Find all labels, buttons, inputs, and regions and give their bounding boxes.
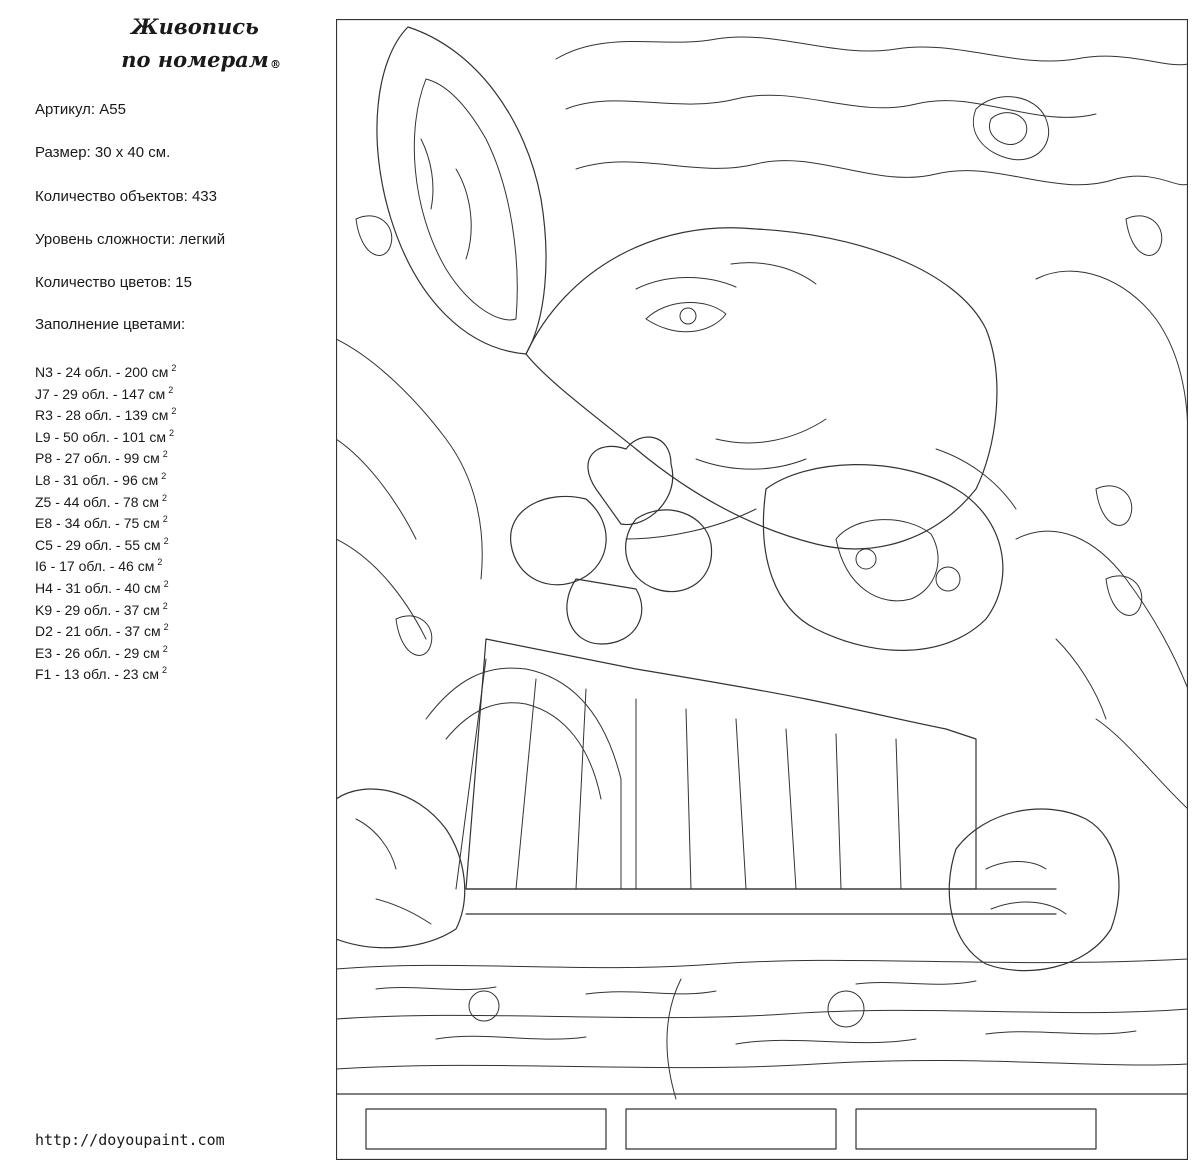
superscript: 2 xyxy=(171,363,177,373)
background-left-foliage xyxy=(336,339,482,639)
list-item xyxy=(35,380,176,402)
fill-item-text: Z5 - 44 обл. - 78 см xyxy=(35,493,160,510)
background-ring xyxy=(973,97,1048,160)
fill-title: Заполнение цветами: xyxy=(35,316,186,333)
fill-item-text: I6 - 17 обл. - 46 см xyxy=(35,558,155,575)
fill-item-text: H4 - 31 обл. - 40 см xyxy=(35,579,161,596)
difficulty-level: Уровень сложности: легкий xyxy=(35,230,226,248)
table-boards xyxy=(336,959,1188,1069)
list-item xyxy=(35,617,176,639)
dog-ear-detail xyxy=(421,139,471,259)
dog-paw-left xyxy=(336,789,465,948)
line-art-illustration xyxy=(336,19,1188,1160)
list-item xyxy=(35,466,176,488)
clover-leaf-left xyxy=(511,496,607,584)
background-right-foliage xyxy=(1016,271,1188,809)
list-item xyxy=(35,639,176,661)
fill-item-text: E8 - 34 обл. - 75 см xyxy=(35,515,160,532)
canvas-border xyxy=(337,20,1188,1160)
superscript: 2 xyxy=(171,406,177,417)
superscript: 2 xyxy=(168,384,174,395)
superscript: 2 xyxy=(162,449,168,460)
list-item xyxy=(35,552,176,574)
brand-line-1: Живопись xyxy=(131,14,259,39)
dog-brow xyxy=(636,263,816,289)
superscript: 2 xyxy=(169,427,175,438)
dog-paw-right-toes xyxy=(986,862,1066,915)
list-item xyxy=(35,358,176,380)
article-number: Артикул: A55 xyxy=(35,101,126,118)
product-info xyxy=(35,98,225,314)
dog-chest-fur xyxy=(456,659,901,889)
superscript: 2 xyxy=(162,514,168,525)
superscript: 2 xyxy=(162,665,168,676)
bottom-rail xyxy=(336,1094,1188,1149)
superscript: 2 xyxy=(162,492,168,503)
objects-count: Количество объектов: 433 xyxy=(35,187,217,205)
list-item xyxy=(35,660,176,682)
superscript: 2 xyxy=(162,643,168,654)
fill-item-text: L8 - 31 обл. - 96 см xyxy=(35,471,159,488)
fill-item-text: R3 - 28 обл. - 139 см xyxy=(35,407,169,424)
dog-nostril-right xyxy=(936,567,960,591)
canvas-size: Размер: 30 х 40 см. xyxy=(35,144,171,162)
dog-head-outline xyxy=(526,228,997,549)
fill-item-text: L9 - 50 обл. - 101 см xyxy=(35,428,167,445)
background-swirl-top xyxy=(556,37,1188,65)
list-item xyxy=(35,509,176,531)
dog-paw-right xyxy=(949,809,1119,971)
dog-ear-outline xyxy=(377,27,546,354)
superscript: 2 xyxy=(162,600,168,611)
fill-item-text: F1 - 13 обл. - 23 см xyxy=(35,666,160,683)
fill-item-text: D2 - 21 обл. - 37 см xyxy=(35,623,161,640)
brand-line-2: по номерам xyxy=(121,47,269,72)
table-knot-right xyxy=(828,991,864,1027)
superscript: 2 xyxy=(163,578,169,589)
website-link[interactable]: http://doyoupaint.com xyxy=(35,1131,225,1149)
superscript: 2 xyxy=(157,557,163,568)
dog-chest-arch xyxy=(426,668,621,889)
list-item xyxy=(35,401,176,423)
superscript: 2 xyxy=(163,622,169,633)
dog-eye xyxy=(646,303,726,332)
fill-item-text: K9 - 29 обл. - 37 см xyxy=(35,601,160,618)
list-item xyxy=(35,574,176,596)
table-top-edge xyxy=(466,889,1056,914)
superscript: 2 xyxy=(161,470,167,481)
coloring-canvas xyxy=(336,19,1188,1160)
brand-logo xyxy=(95,10,295,76)
registered-mark: ® xyxy=(270,58,281,71)
list-item xyxy=(35,423,176,445)
color-fill-list xyxy=(35,358,176,682)
clover-leaf-top xyxy=(588,437,673,525)
table-board-joint xyxy=(667,979,681,1099)
fill-item-text: P8 - 27 обл. - 99 см xyxy=(35,450,160,467)
clover-leaf-bottom xyxy=(567,579,642,644)
list-item xyxy=(35,444,176,466)
list-item xyxy=(35,531,176,553)
dog-paw-left-toes xyxy=(356,819,431,924)
dog-pupil xyxy=(680,308,696,324)
background-swirl-3 xyxy=(576,161,1188,185)
table-knot-left xyxy=(469,991,499,1021)
fill-item-text: C5 - 29 обл. - 55 см xyxy=(35,536,161,553)
colors-count: Количество цветов: 15 xyxy=(35,274,192,292)
list-item xyxy=(35,596,176,618)
dog-nose xyxy=(836,520,938,601)
fill-item-text: J7 - 29 обл. - 147 см xyxy=(35,385,166,402)
superscript: 2 xyxy=(163,535,169,546)
dog-nostril-left xyxy=(856,549,876,569)
background-blobs xyxy=(356,216,1162,656)
dog-ear-inner xyxy=(414,79,517,320)
dog-snout-outline xyxy=(763,465,1002,651)
fill-item-text: N3 - 24 обл. - 200 см xyxy=(35,364,169,380)
fill-item-text: E3 - 26 обл. - 29 см xyxy=(35,644,160,661)
list-item xyxy=(35,488,176,510)
